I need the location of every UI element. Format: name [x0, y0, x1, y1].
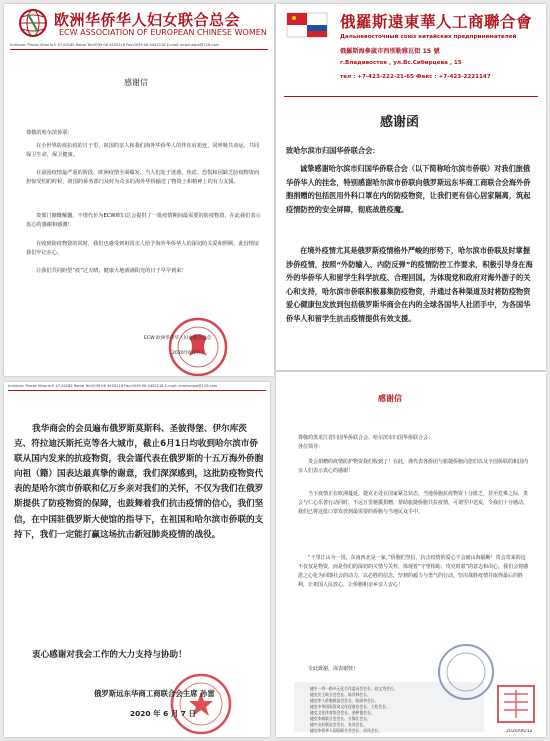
letter-paragraph: 在全世界防疫抗疫的日子里，祖国的亲人和我们海外华侨华人的伴在肩祖连，同呼吸共命运，共同保卫生命，保卫健康。	[26, 143, 260, 158]
letter-title: 感谢信	[378, 394, 402, 403]
letter-closing: 专此致谢，深表谢忱！	[308, 666, 359, 672]
letter-paragraph: 贵会捐赠的疫情防护物资我们收到了！在此，谨代表各侨团与旅捷侨胞向您们以及全国侨联的和国内亲人们表示衷心的感谢！	[298, 459, 529, 474]
letter-paragraph: 在收到防疫物资的同时，我们也感受到祖国亲人给予海外华侨华人的深切的关爱和照顾，此份情谊我们牢记在心。	[26, 241, 260, 256]
org-address-cn: 俄羅斯海參崴市西別勒雅瓦街 15 號	[340, 48, 440, 55]
letter-paragraph: 让我们共同盼望“疫”过天晴，健康大地洒满阳光的日子早早到来！	[36, 268, 187, 274]
signatory-line: 捷克中华国际贸易文化促进会会长、王松会长、	[310, 704, 390, 709]
letter-title: 感谢信	[124, 78, 148, 87]
letter-paragraph: 在前国疫情最严重的阶段，欧洲疫情全面爆发，当人们处于迷惑、焦虑、恐慌和因缺乏防疫物资而担惊受怕的时候，祖国的侨务部门及时为众多的海外华侨输送了物资上和精神上的有力支援。	[26, 170, 260, 185]
signatory-line: 捷克文化体育协会会长、金仲俊会长、	[310, 710, 375, 715]
letter-date: 2020 年 6 月 7 日	[130, 709, 196, 718]
ecw-globe-logo-icon	[18, 8, 48, 38]
red-seal-stamp-icon	[169, 672, 233, 736]
org-name-cn: 俄羅斯遠東華人工商聯合會	[340, 13, 533, 31]
letter-date: 2020/06/12	[506, 729, 533, 734]
letterhead-divider	[284, 96, 538, 97]
org-name-cn: 欧洲华侨华人妇女联合总会	[54, 11, 241, 29]
association-seal-icon	[436, 642, 496, 702]
letterhead-address: Indirizzo: Piazza Vittorio E 47,00185 Roma Tel:0039 06 4455218 Fax:0039 06 4455218 E-mail: ecweurope@126.com	[8, 384, 218, 388]
ecw-thank-you-letter	[4, 4, 274, 376]
signatory-line: 捷克民主联合会会长、陈其林会长、	[310, 692, 371, 697]
signatory-line: 捷中友好联谊会会长、张凤会长、	[310, 722, 367, 727]
czech-associations-thank-you-letter	[276, 372, 546, 737]
red-stamp-mark-icon	[494, 682, 538, 726]
letter-greeting: 尊敬的哈尔滨侨联：	[26, 130, 73, 136]
letter-paragraph: 诚挚感谢哈尔滨市归国华侨联合会（以下简称哈尔滨市侨联）对我们旅俄华侨华人的挂念，特别感谢哈尔滨市侨联向俄罗斯远东华商工商联合会海外侨胞捐赠的包括医用外科口罩在内的防疫物资，让我们更有信心居家隔离，筑起疫情防控的安全屏障，彻底战胜疫魔。	[286, 164, 531, 214]
letter-paragraph: 贵部门慷慨解囊，不惜代价为ECW欧妇总会提供了一批疫情期间最需要的防疫物资，在此我们表示衷心的感谢和感激！	[26, 213, 261, 228]
org-address-ru: г.Владивосток , ул.Вс.Сибирцева , 15	[340, 60, 462, 66]
flag-emblem-icon	[286, 12, 328, 38]
letter-date: 2020年6月7日	[172, 351, 204, 356]
signatory-line: 捷克华商联合会会长、方海江会长、	[310, 716, 371, 721]
letterhead-divider	[10, 49, 268, 50]
letter-paragraph: 衷心感谢对我会工作的大力支持与协助！	[32, 650, 187, 660]
letter-greeting: 致哈尔滨市归国华侨联合会：	[286, 146, 380, 155]
chamber-letter-page-two	[4, 382, 270, 737]
letter-paragraph: 当下疫情正在欧洲蔓延，捷克正处在国家紧急状态，当地侨胞抗疫物资十分匮乏，甚至危难之际，贵会与仁心乐善行动同时，不远万里驰援捐赠，帮助旅捷侨胞共抗疫情，可谓雪中送炭，令我们十分感动，我们已将这批口罩发放到最需要的侨胞与当地民众手中。	[298, 491, 529, 515]
letter-greeting: 尊敬的黑龙江省归国华侨联合会、哈尔滨市归国华侨联合会：	[298, 435, 434, 441]
signatory-line: 捷中一带一路多元化合作委员会会长、赵文秀会长、	[310, 686, 398, 691]
signatory-line: 捷克华侨华人国际联合会会长、苗凤会长、	[310, 728, 383, 733]
signature-org: ECW 欧洲华侨华人妇女联合总会	[144, 336, 212, 341]
letterhead-address: Indirizzo: Piazza Vittorio E 47,00185 Roma Tel:0039 06 4455218 Fax:0039 06 4455218 E-mail: ecwcurope@126.com	[10, 43, 220, 47]
letter-title: 感谢函	[380, 115, 420, 130]
letter-paragraph: 我华商会的会员遍布俄罗斯莫斯科、圣彼得堡、伊尔库茨克、符拉迪沃斯托克等各大城市，截止6月1日均收到哈尔滨市侨联从国内发来的抗疫物资，我会谨代表在俄罗斯的十五万海外侨胞向祖（籍）国表达最真挚的谢意，我们深深感到，这批防疫物资代表的是哈尔滨市侨联和亿万乡亲对我们的关怀，不仅为我们在俄罗斯提供了防疫物资的保障，也鼓舞着我们抗击疫情的信心，我们坚信，在中国驻俄罗斯大使馆的指导下，在祖国和哈尔滨市侨联的支持下，我们一定能打赢这场抗击新冠肺炎疫情的战役。	[14, 424, 264, 540]
org-name-en: ECW ASSOCIATION OF EUROPEAN CHINESE WOMEN	[59, 28, 267, 37]
signatory-line: 捷克华人侨胞联谊会会长、陈丽华会长、	[310, 698, 379, 703]
letter-greeting-secondary: 各位领导：	[298, 444, 324, 450]
signature-org: 俄罗斯远东华商工商联合会主席 孙雷	[94, 689, 215, 698]
letter-paragraph: 在境外疫情尤其是俄罗斯疫情格外严峻的形势下，哈尔滨市侨联及时掌握涉侨疫情，按照“外防输入、内防反弹”的疫情防控工作要求，积极引导身在海外的华侨华人和留学生科学抗疫、合理回国。为体现党和政府对海外游子的关心和支持，哈尔滨市侨联积极募集防疫物资，并通过各种渠道及时将防疫物资爱心健康包发放到包括俄罗斯华商会在内的全球各国华人社团手中，为各国华侨华人和留学生抗击疫情提供有效支援。	[286, 246, 533, 323]
letterhead-divider	[8, 390, 266, 391]
red-seal-stamp-icon	[167, 316, 229, 376]
org-name-ru: Дальневосточный союз китайских предпринимателей	[340, 34, 517, 40]
far-east-chamber-thank-you-letter	[276, 4, 546, 370]
letter-paragraph: “千里江山为一国，东南西北是一家。”侨胞们坚信，抗击疫情的爱心不会被山海隔断！贵会寄来的这不仅仅是物资，而是你们的深切的关情与关怀，体现着“守望相助、攻克时艰”的意志和决心。我们会将感恩之心化为回馈社会的动力，以必胜的信念，坚韧的毅力与勇气的行动，坚决战胜疫情并取得最后的胜利，让祖国人民放心，让侨胞和亲乡亲人安心！	[298, 555, 529, 588]
org-phone-fax: тел : +7-423-222-21-65 Факс : +7-423-2221147	[340, 74, 491, 80]
